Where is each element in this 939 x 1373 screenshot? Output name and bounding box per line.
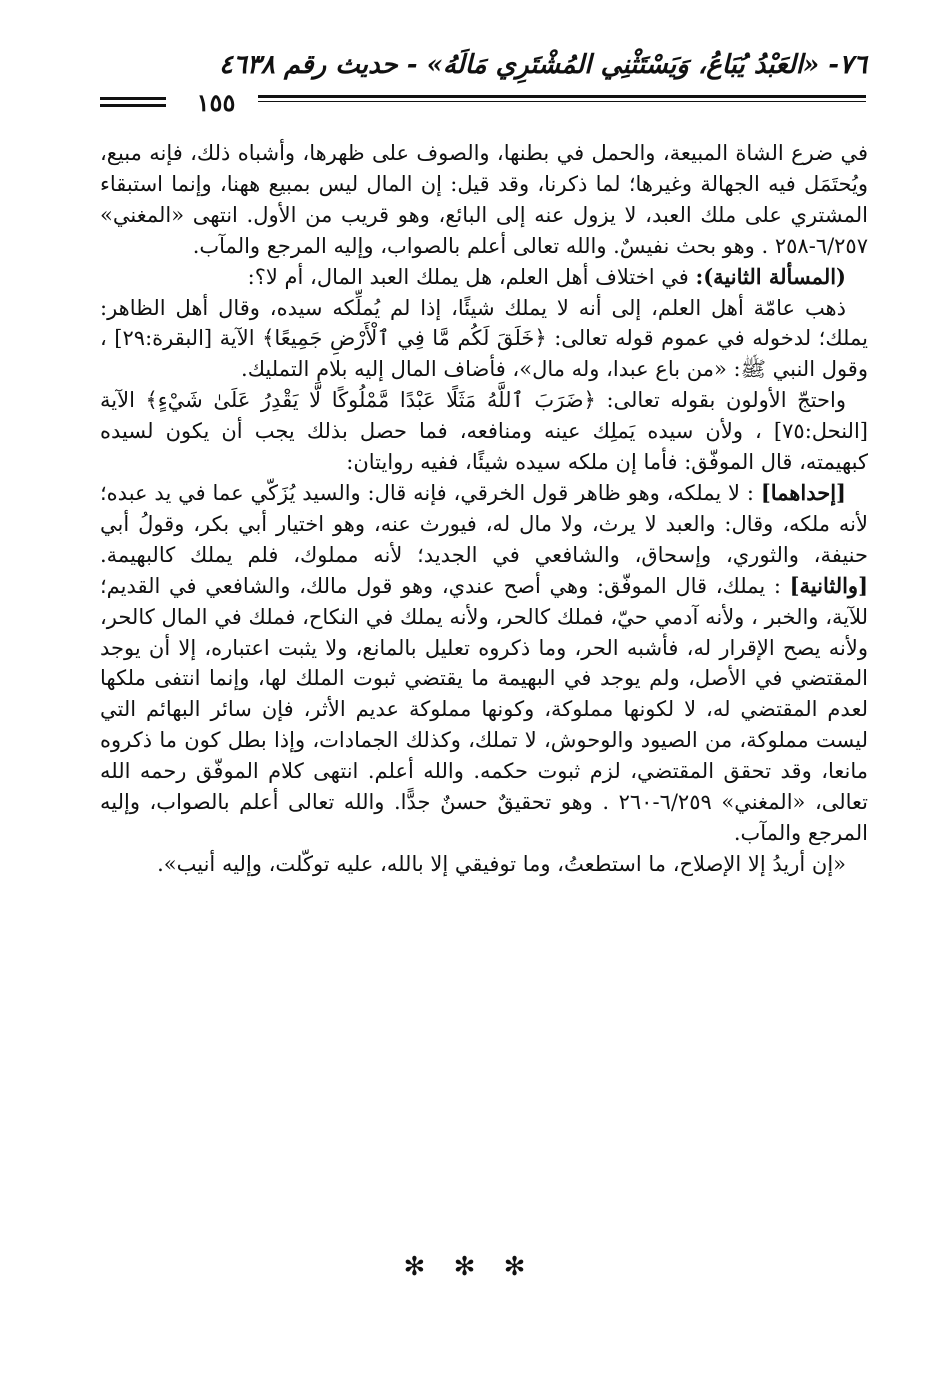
page-number: ١٥٥: [196, 88, 236, 117]
page-number-rule-bottom: [100, 104, 166, 107]
paragraph: [100, 478, 868, 849]
text-run: ذهب عامّة أهل العلم، إلى أنه لا يملك شيئًا، إذا لم يُملِّكه سيده، وقال أهل الظاهر: يملك؛ لدخوله في عموم قوله تعالى: ﴿خَلَقَ لَكُم مَّا فِي ٱلْأَرْضِ جَمِيعًا﴾ الآية [البقرة:٢٩] ، وقول النبي ﷺ: «من باع عبدا، وله مال»، فأضاف المال إليه بلام التمليك.: [100, 295, 868, 382]
bold-heading: (المسألة الثانية):: [695, 263, 846, 289]
running-header-title: ٧٦- «العَبْدُ يُبَاعُ، وَيَسْتَثْنِي المُشْتَرِي مَالَهُ» - حديث رقم ٤٦٣٨: [218, 50, 867, 80]
paragraph: [100, 849, 868, 880]
paragraph: [100, 138, 868, 262]
text-run: واحتجّ الأولون بقوله تعالى: ﴿ضَرَبَ ٱللَّهُ مَثَلًا عَبْدًا مَّمْلُوكًا لَّا يَقْدِرُ عَلَىٰ شَيْءٍ﴾ الآية [النحل:٧٥] ، ولأن سيده يَملِك عينه ومنافعه، فما حصل بذلك يجب أن يكون لسيده كبهيمته، قال الموفّق: فأما إن ملكه سيده شيئًا، ففيه روايتان:: [100, 388, 868, 475]
text-run: «إن أريدُ إلا الإصلاح، ما استطعتُ، وما توفيقي إلا بالله، عليه توكّلت، وإليه أنيب».: [157, 851, 846, 876]
header-rule-thin: [258, 101, 866, 102]
body-text: [100, 138, 868, 880]
text-run: : لا يملكه، وهو ظاهر قول الخرقي، فإنه قال: والسيد يُزَكّي عما في يد عبده؛ لأنه ملكه، وقال: والعبد لا يرث، ولا مال له، فيورث عنه، وهو اختيار أبي بكر، وقولُ أبي حنيفة، والثوري، وإسحاق، والشافعي في الجديد؛ لأنه مملوك، فلم يملك كالبهيمة.: [100, 480, 868, 567]
paragraph: [100, 293, 868, 386]
section-separator: ✻ ✻ ✻: [403, 1252, 536, 1282]
page-number-rule-top: [100, 97, 166, 100]
text-run: في اختلاف أهل العلم، هل يملك العبد المال، أم لا؟:: [247, 264, 696, 289]
paragraph: [100, 385, 868, 478]
bold-heading: [والثانية]: [789, 572, 868, 598]
header-rule: [258, 95, 866, 98]
text-run: في ضرع الشاة المبيعة، والحمل في بطنها، والصوف على ظهرها، وأشباه ذلك، فإنه مبيع، ويُحتَمَل فيه الجهالة وغيرها؛ لما ذكرنا، وقد قيل: إن المال ليس بمبيع ههنا، وإنما استبقاء المشتري على ملك العبد، لا يزول عنه إلى البائع، وهو قريب من الأول. انتهى «المغني» ٦/٢٥٧-٢٥٨ . وهو بحث نفيسٌ. والله تعالى أعلم بالصواب، وإليه المرجع والمآب.: [100, 141, 868, 258]
bold-heading: [إحداهما]: [760, 479, 846, 505]
text-run: : يملك، قال الموفّق: وهي أصح عندي، وهو قول مالك، والشافعي في القديم؛ للآية، والخبر ، ولأنه آدمي حيّ، فملك كالحر، ولأنه يملك في النكاح، فملك في المال كالحر، ولأنه يصح الإقرار له، فأشبه الحر، وما ذكروه تعليل بالمانع، ولا يثبت اعتباره، إلا أن يوجد المقتضي في الأصل، ولم يوجد في البهيمة ما يقتضي ثبوت الملك لها، وإنما انتفى ملكها لعدم المقتضي له، لا لكونها مملوكة، وكونها مملوكة عديم الأثر، فإن سائر البهائم التي ليست مملوكة، من الصيود والوحوش، لا تملك، وكذلك الجمادات، وإذا بطل كون ما ذكروه مانعا، وقد تحقق المقتضي، لزم ثبوت حكمه. والله أعلم. انتهى كلام الموفّق رحمه الله تعالى، «المغني» ٦/٢٥٩-٢٦٠ . وهو تحقيقٌ حسنٌ جدًّا. والله تعالى أعلم بالصواب، وإليه المرجع والمآب.: [100, 573, 868, 845]
paragraph: [100, 262, 868, 293]
